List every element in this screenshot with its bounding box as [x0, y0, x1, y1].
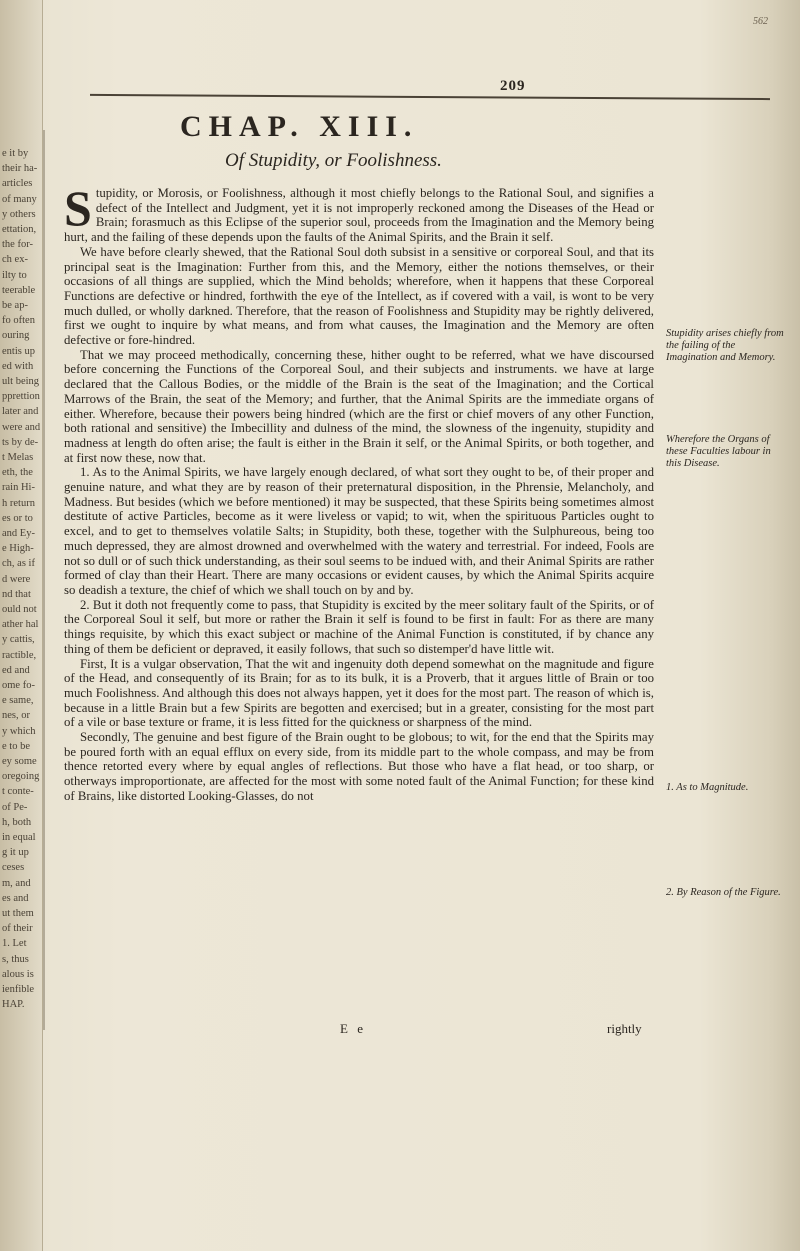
left-margin-fragment: ome fo-	[2, 680, 35, 691]
left-margin-fragment: ilty to	[2, 269, 27, 281]
page-number: 209	[500, 78, 526, 94]
left-margin-fragment: d were	[2, 573, 31, 585]
left-margin-fragment: later and	[2, 406, 39, 418]
left-margin-fragment: e it by	[2, 148, 29, 159]
gutter-shadow	[43, 130, 45, 1030]
left-margin-fragment: their ha-	[2, 163, 38, 175]
left-margin-fragment: alous is	[2, 968, 34, 980]
left-margin-fragment: ed and	[2, 664, 30, 676]
marginal-note: 2. By Reason of the Figure.	[666, 887, 781, 898]
left-margin-fragment: y others	[2, 208, 36, 220]
paragraph-text: tupidity, or Morosis, or Foolishness, although it most chiefly belongs to the Rational Soul, and signifies a defect of the Intellect and Judgment, yet it is not improperly reckoned among the Diseases of the Head or Brain; forasmuch as this Eclipse of the superior soul, proceeds from the Imagination and the Memory being hurt, and the failing of these depends upon the faults of the Animal Spirits, and the Brain it self.	[64, 186, 654, 245]
left-margin-fragment: ts by de-	[2, 436, 39, 448]
left-margin-fragment: t Melas	[2, 452, 34, 463]
left-margin-fragment: ienfible	[2, 984, 35, 995]
left-margin-fragment: pprettion	[2, 391, 40, 403]
paragraph-1	[64, 180, 654, 245]
corner-mark: 562	[753, 16, 768, 27]
left-margin-fragment: es or to	[2, 512, 33, 524]
paragraph-7: Secondly, The genuine and best figure of the Brain ought to be globous; to wit, for the end that the Spirits may be poured forth with an equal efflux on every side, from its middle part to the whole compass, and may be from thence retorted every where by equal angles of reflections. But those who have a flat head, or too sharp, or otherways improportionate, are affected for the most with some noted fault of the Animal Function; for these kind of Brains, like distorted Looking-Glasses, do not	[64, 730, 654, 803]
paragraph-5: 2. But it doth not frequently come to pass, that Stupidity is excited by the meer solitary fault of the Spirits, or of the Corporeal Soul it self, but more or rather the Brain it self is found to be first in fault: For as there are many things requisite, by which this exact subject or machine of the Animal Function is constituted, if by chance any thing of them be deficient or depraved, it easily follows, that such so distemper'd have little wit.	[64, 597, 654, 656]
left-margin-fragment: of Pe-	[2, 801, 28, 813]
left-margin-fragment: es and	[2, 892, 29, 904]
previous-page-edge	[0, 0, 43, 1251]
left-margin-fragment: g it up	[2, 847, 29, 859]
left-margin-fragment: ch, as if	[2, 558, 35, 570]
left-margin-fragment: ould not	[2, 604, 37, 615]
paragraph-6: First, It is a vulgar observation, That the wit and ingenuity doth depend somewhat on the magnitude and figure of the Head, and consequently of its Brain; for as to its bulk, it is a Proverb, that it argues little of Brain or too much Foolishness. And although this does not always happen, yet it does for the most part. The reason of which is, because in a little Brain but a few Spirits are begotten and exercised; but in a greater, consisting for the most part of a vile or base texture or frame, it is less fitted for the quickness or sharpness of the mind.	[64, 656, 654, 730]
signature-mark: E e	[340, 1021, 366, 1036]
left-margin-fragment: eth, the	[2, 467, 33, 479]
left-margin-fragment: be ap-	[2, 300, 28, 311]
paragraph-4: 1. As to the Animal Spirits, we have largely enough declared, of what sort they ought to be, of their proper and genuine nature, and what they are by reason of their preternatural disposition, in the Phrensie, Melancholy, and Madness. But besides (which we before mentioned) it may be suspected, that these Spirits being sometimes almost destitute of active Particles, become as it were liveless or vapid; to wit, when the spirituous Particles ought to excel, and to get to themselves volatile Salts; in Stupidity, both these, together with the Sulphureous, being too much depressed, they are almost drowned and overwhelmed with the watery and terrestrial. For indeed, Fools are not so dull or of such thick understanding, as their soul seems to be indued with, and their Animal Spirits are rather formed of clay than their Heart. There are many occasions or evident causes, by which the Animal Spirits acquire so deadish a texture, the chief of which we shall touch on by and by.	[64, 465, 654, 597]
marginal-note: Wherefore the Organs of these Faculties labour in this Disease.	[666, 434, 771, 469]
left-margin-fragment: y which	[2, 725, 36, 737]
left-margin-fragment: rain Hi-	[2, 482, 35, 494]
left-margin-fragment: ettation,	[2, 224, 37, 235]
left-margin-fragment: and Ey-	[2, 528, 35, 539]
drop-cap: S	[64, 180, 92, 236]
left-margin-fragment: ractible,	[2, 649, 37, 661]
paragraph-2: We have before clearly shewed, that the Rational Soul doth subsist in a sensitive or corporeal Soul, and that its principal seat is the Imagination: Further from this, and the Memory, either the notions themselves, or their occasions of all things are supplied, which the Mind beholds; wherefore, when it happens that these Corporeal Functions are defective or hindred, forthwith the eye of the Intellect, as if covered with a vail, is wont to be very much dulled, or wholly darkned. Therefore, that the reason of Foolishness and Stupidity may be rightly delivered, first we ought to inquire by what means, and from what causes, the Imagination and the Memory are often defective or fore-hindred.	[64, 244, 654, 348]
left-margin-fragment: 1. Let	[2, 938, 27, 950]
left-margin-fragment: teerable	[2, 284, 36, 296]
left-margin-fragment: in equal	[2, 832, 36, 843]
catchword: rightly	[607, 1021, 642, 1036]
left-margin-fragment: ut them	[2, 908, 34, 919]
left-margin-fragment: oregoing	[2, 771, 40, 783]
body-text	[64, 180, 654, 804]
left-margin-fragment: entis up	[2, 345, 35, 357]
left-margin-fragment: of many	[2, 193, 37, 205]
chapter-subtitle: Of Stupidity, or Foolishness.	[225, 150, 442, 171]
left-margin-fragment: the for-	[2, 239, 33, 251]
marginal-note: Stupidity arises chiefly from the failing of the Imagination and Memory.	[666, 328, 784, 363]
left-margin-fragment: ceses	[2, 862, 25, 874]
left-margin-fragment: ouring	[2, 330, 30, 342]
left-margin-fragment: were and	[2, 421, 41, 433]
chapter-title: CHAP. XIII.	[180, 110, 419, 143]
header-rule	[90, 94, 770, 100]
left-margin-fragment: ult being	[2, 376, 40, 387]
left-margin-fragment: m, and	[2, 877, 31, 889]
left-margin-fragment: ed with	[2, 360, 34, 372]
left-margin-fragment: e same,	[2, 695, 34, 707]
left-margin-fragment: h, both	[2, 816, 32, 828]
left-margin-fragment: h return	[2, 497, 35, 509]
left-margin-fragment: fo often	[2, 315, 35, 327]
left-margin-fragment: HAP.	[2, 999, 25, 1011]
left-margin-fragment: articles	[2, 178, 33, 190]
marginal-note: 1. As to Magnitude.	[666, 782, 749, 793]
left-margin-fragment: e High-	[2, 543, 34, 555]
left-margin-fragment: nd that	[2, 588, 31, 600]
left-margin-fragment: ather hal	[2, 619, 39, 631]
left-margin-fragment: y cattis,	[2, 634, 35, 646]
left-margin-fragment: ch ex-	[2, 254, 28, 266]
left-margin-fragment: of their	[2, 923, 33, 935]
left-margin-fragment: s, thus	[2, 953, 29, 965]
left-margin-fragment: t conte-	[2, 786, 34, 798]
paragraph-3: That we may proceed methodically, concerning these, hither ought to be referred, what we have discoursed before concerning the Functions of the Corporeal Soul, and their subjects and instruments. we have at large declared that the Callous Bodies, or the middle of the Brain is the seat of the Imagination; and the Cortical Marrows of the Brain, the seat of the Memory; and further, that the Animal Spirits are the immediate organs of either. Wherefore, because their powers being hindred (which are the first or chief movers of any other Function, both rational and sensitive) the Imbecillity and dulness of the mind, the slowness of the ingenuity, stupidity and madness at length do often arise; the fault is either in the Brain it self, or the Animal Spirits, or both together, and at first now these, now that.	[64, 347, 654, 465]
left-margin-fragment: e to be	[2, 740, 30, 752]
left-margin-fragment: nes, or	[2, 710, 30, 722]
left-margin-fragment: ey some	[2, 756, 37, 767]
